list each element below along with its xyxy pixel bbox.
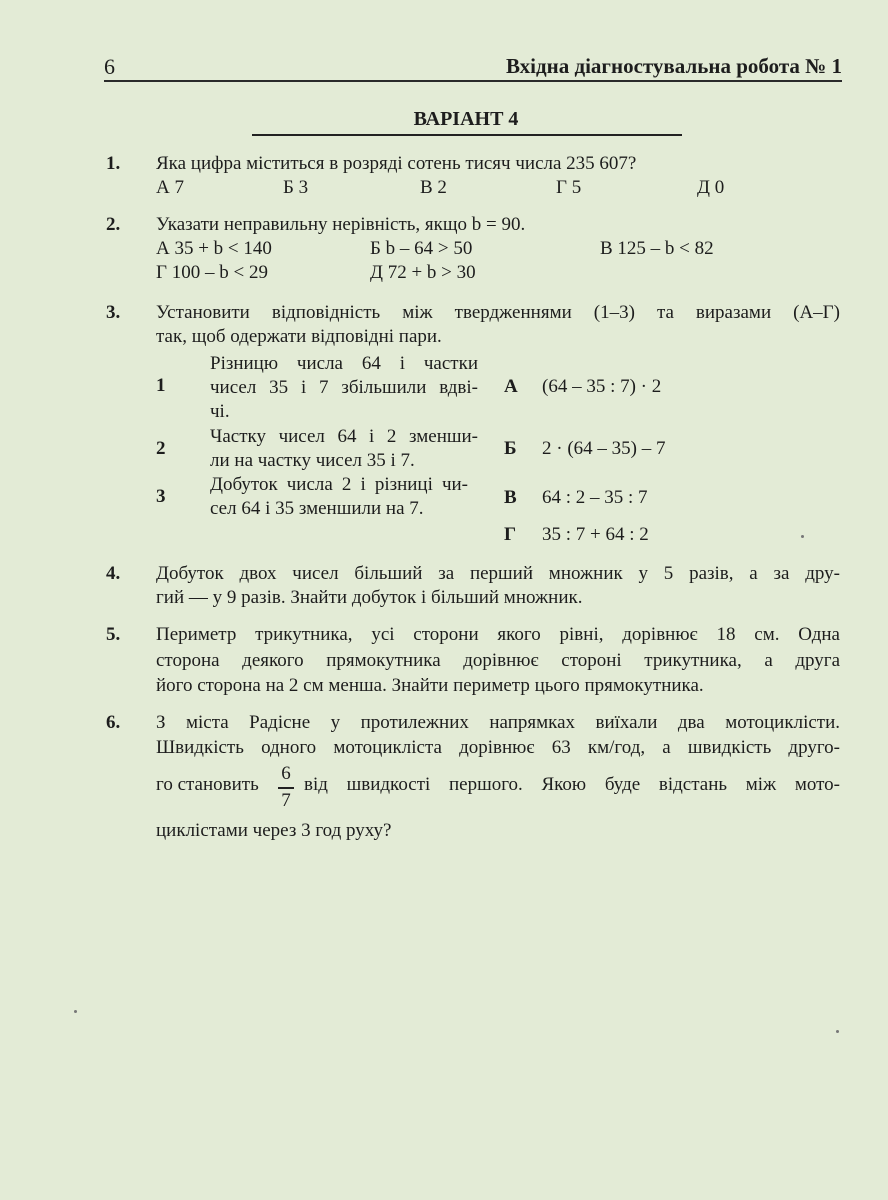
scan-speck [801,535,804,538]
q3-expression-v-letter: В [504,487,517,508]
q3-statement-1-number: 1 [156,375,166,396]
q1-option-v: В 2 [420,177,447,198]
q6-text-line-3-start: го становить [156,774,259,795]
q2-option-g: Г 100 – b < 29 [156,262,268,283]
q1-option-g: Г 5 [556,177,582,198]
q6-text-line-4: циклістами через 3 год руху? [156,820,392,841]
q3-expression-g-letter: Г [504,524,517,545]
scan-speck [74,1010,77,1013]
q2-number: 2. [106,214,121,235]
q5-text-line-2: сторона деякого прямокутника дорівнює стороні трикутника, а друга [156,650,840,671]
q6-number: 6. [106,712,121,733]
q4-text-line-2: гий — у 9 разів. Знайти добуток і більший множник. [156,587,583,608]
q3-expression-g: 35 : 7 + 64 : 2 [542,524,649,545]
q6-text-line-2: Швидкість одного мотоцикліста дорівнює 63 км/год, а швидкість друго- [156,737,840,758]
scan-speck [836,1030,839,1033]
q6-text-line-3-end: від швидкості першого. Якою буде відстань між мото- [304,774,840,795]
q2-option-b: Б b – 64 > 50 [370,238,473,259]
q3-expression-a-letter: А [504,376,518,397]
q3-statement-2-number: 2 [156,438,166,459]
q3-number: 3. [106,302,121,323]
q2-option-v: В 125 – b < 82 [600,238,714,259]
q3-expression-b: 2 · (64 – 35) – 7 [542,438,666,459]
q5-text-line-1: Периметр трикутника, усі сторони якого рівні, дорівнює 18 см. Одна [156,624,840,645]
q6-fraction-numerator: 6 [281,763,291,784]
q3-statement-1-line-2: чисел 35 і 7 збільшили вдві- [210,377,478,398]
q1-option-a: А 7 [156,177,184,198]
q5-number: 5. [106,624,121,645]
q3-text-line-1: Установити відповідність між твердженнями (1–3) та виразами (А–Г) [156,302,840,323]
page-number: 6 [104,54,115,79]
q3-text-line-2: так, щоб одержати відповідні пари. [156,326,442,347]
variant-underline [252,134,682,136]
q4-text-line-1: Добуток двох чисел більший за перший множник у 5 разів, а за дру- [156,563,840,584]
q4-number: 4. [106,563,121,584]
page-header [104,52,842,82]
q3-statement-1-line-3: чі. [210,401,230,422]
q3-statement-2-line-1: Частку чисел 64 і 2 зменши- [210,426,478,447]
q3-statement-3-number: 3 [156,486,166,507]
variant-title: ВАРІАНТ 4 [413,108,519,130]
header-title: Вхідна діагностувальна робота № 1 [505,54,842,78]
q3-statement-1-line-1: Різницю числа 64 і частки [210,353,478,374]
q6-text-line-1: З міста Радісне у протилежних напрямках виїхали два мотоциклісти. [156,712,840,733]
q6-fraction-bar [278,787,294,789]
q2-option-a: А 35 + b < 140 [156,238,272,259]
q2-text: Указати неправильну нерівність, якщо b = 90. [156,214,526,235]
q5-text-line-3: його сторона на 2 см менша. Знайти периметр цього прямокутника. [156,675,704,696]
q3-statement-2-line-2: ли на частку чисел 35 і 7. [210,450,415,471]
q6-fraction-denominator: 7 [281,789,291,811]
q6-fraction [278,764,294,811]
q3-statement-3-line-2: сел 64 і 35 зменшили на 7. [210,498,424,519]
q3-expression-b-letter: Б [504,438,517,459]
q3-expression-v: 64 : 2 – 35 : 7 [542,487,648,508]
q1-text: Яка цифра міститься в розряді сотень тисяч числа 235 607? [156,153,637,174]
q1-number: 1. [106,153,121,174]
q2-option-d: Д 72 + b > 30 [370,262,476,283]
q1-option-d: Д 0 [697,177,725,198]
q3-statement-3-line-1: Добуток числа 2 і різниці чи- [210,474,468,495]
q1-option-b: Б 3 [283,177,309,198]
q3-expression-a: (64 – 35 : 7) · 2 [542,376,662,397]
